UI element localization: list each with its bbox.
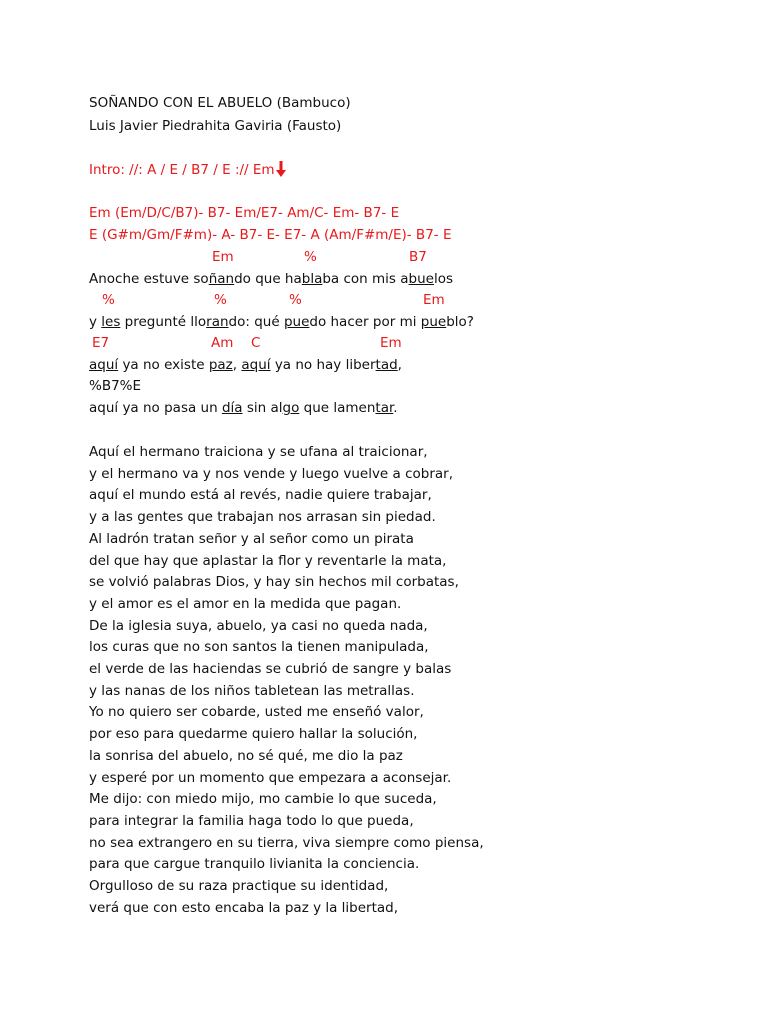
stressed-syllable: día [221, 400, 243, 416]
chord: Em [380, 335, 402, 351]
lyric-line [89, 399, 398, 417]
chord: B7 [409, 249, 427, 265]
chord: Em [212, 249, 234, 265]
lyric-line: De la iglesia suya, abuelo, ya casi no queda nada, [89, 617, 428, 634]
lyric-line: verá que con esto encaba la paz y la libertad, [89, 899, 399, 916]
chord: % [102, 292, 115, 308]
stressed-syllable: bla [301, 271, 323, 287]
lyric-segment: pregunté llo [120, 314, 207, 330]
lyric-line: no sea extrangero en su tierra, viva siempre como piensa, [89, 834, 484, 851]
lyric-segment: do hacer por mi [309, 314, 421, 330]
stressed-syllable: pue [283, 314, 310, 330]
chord-progression-2: E (G#m/Gm/F#m)- A- B7- E- E7- A (Am/F#m/E)- B7- E [89, 227, 452, 243]
lyric-line: por eso para quedarme quiero hallar la solución, [89, 726, 418, 743]
lyric-line: Aquí el hermano traiciona y se ufana al traicionar, [89, 444, 428, 460]
lyric-line: aquí el mundo está al revés, nadie quiere trabajar, [89, 487, 432, 504]
lyric-line: del que hay que aplastar la flor y reventarle la mata, [89, 552, 447, 569]
chord: Am [211, 335, 234, 351]
lyric-segment: ya no hay liber [270, 357, 376, 373]
lyric-line: y a las gentes que trabajan nos arrasan sin piedad. [89, 509, 436, 526]
stressed-syllable: les [101, 314, 121, 330]
lyric-segment: ya no existe [118, 357, 209, 373]
lyric-line: para que cargue tranquilo livianita la conciencia. [89, 856, 420, 873]
lyric-segment: do: qué [228, 314, 284, 330]
lyric-line: el verde de las haciendas se cubrió de sangre y balas [89, 661, 452, 677]
chord-progression-1: Em (Em/D/C/B7)- B7- Em/E7- Am/C- Em- B7- E [89, 205, 400, 221]
lyric-segment: los [433, 271, 454, 287]
lyric-line: y esperé por un momento que empezara a aconsejar. [89, 769, 452, 786]
lyric-line: para integrar la familia haga todo lo que pueda, [89, 812, 414, 829]
stressed-syllable: aquí [89, 357, 119, 373]
stressed-syllable: go [282, 400, 300, 416]
chord: C [251, 335, 261, 351]
lyric-line: la sonrisa del abuelo, no sé qué, me dio la paz [89, 747, 403, 764]
lyric-line: y el amor es el amor en la medida que pagan. [89, 595, 402, 612]
lyric-segment: sin al [242, 400, 283, 416]
lyric-line: se volvió palabras Dios, y hay sin hechos mil corbatas, [89, 574, 459, 591]
lyric-line [89, 313, 474, 331]
lyric-segment: aquí ya no pasa un [89, 400, 222, 416]
lyric-segment: do que ha [234, 271, 302, 287]
down-arrow-icon [276, 161, 286, 177]
lyric-line [89, 356, 402, 374]
lyric-segment: blo? [446, 314, 474, 330]
chord: % [214, 292, 227, 308]
lyric-line: Orgulloso de su raza practique su identidad, [89, 878, 389, 894]
stressed-syllable: aquí [241, 357, 271, 373]
lyric-segment: que lamen [299, 400, 376, 416]
lyric-line: Yo no quiero ser cobarde, usted me enseñó valor, [89, 704, 424, 721]
lyric-line: Me dijo: con miedo mijo, mo cambie lo que suceda, [89, 791, 437, 808]
stressed-syllable: paz [208, 357, 233, 373]
lyric-segment: , [232, 357, 242, 373]
lyric-line: Al ladrón tratan señor y al señor como un pirata [89, 530, 414, 547]
lyric-segment: , [397, 357, 402, 373]
chord: Em [423, 292, 445, 308]
stressed-syllable: ñan [208, 271, 235, 287]
chord-line-plain: %B7%E [89, 378, 142, 394]
song-title: SOÑANDO CON EL ABUELO (Bambuco) [89, 95, 351, 111]
lyric-segment: ba con mis a [322, 271, 409, 287]
lyric-segment: Anoche estuve so [89, 271, 209, 287]
stressed-syllable: tad [375, 357, 398, 373]
lyric-line: y las nanas de los niños tabletean las metrallas. [89, 682, 415, 699]
stressed-syllable: ran [206, 314, 229, 330]
stressed-syllable: tar [375, 400, 394, 416]
stressed-syllable: pue [420, 314, 447, 330]
chord: E7 [92, 335, 110, 351]
intro-text: Intro: //: A / E / B7 / E :// Em [89, 162, 275, 178]
chord: % [304, 249, 317, 265]
chord: % [289, 292, 302, 308]
lyric-line: los curas que no son santos la tienen manipulada, [89, 639, 429, 656]
lyric-segment: y [89, 314, 102, 330]
lyric-segment: . [393, 400, 398, 416]
stressed-syllable: bue [408, 271, 434, 287]
lyric-line: y el hermano va y nos vende y luego vuelve a cobrar, [89, 465, 454, 482]
lyric-line [89, 270, 453, 288]
intro-line [89, 161, 286, 179]
song-author: Luis Javier Piedrahita Gaviria (Fausto) [89, 118, 342, 134]
